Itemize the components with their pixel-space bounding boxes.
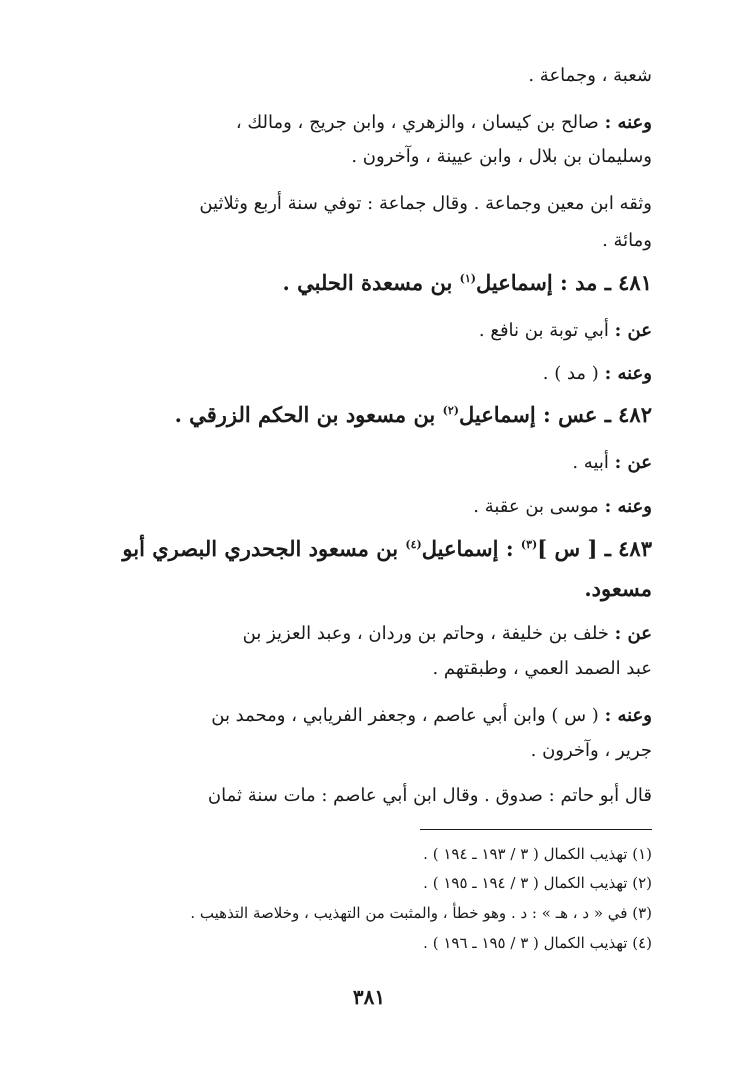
- text-line: [88, 785, 652, 806]
- footnote-ref: (٤): [405, 538, 422, 551]
- text-line: [88, 363, 652, 384]
- text-line: [88, 740, 652, 761]
- entry-number: ٤٨٢ ـ عس :: [543, 402, 652, 427]
- footnote-text: (٤) تهذيب الكمال ( ٣ / ١٩٥ ـ ١٩٦ ) .: [423, 934, 652, 952]
- entry-heading: [88, 536, 652, 561]
- entry-number: ٤٨١ ـ مد :: [560, 270, 652, 295]
- entry-name-rest: بن مسعود الجحدري البصري أبو: [122, 536, 399, 561]
- text-line: [88, 146, 652, 167]
- label-wa-anhu: وعنه :: [604, 705, 652, 726]
- text-line: [88, 705, 652, 726]
- footnote: [88, 934, 652, 952]
- entry-heading: [88, 270, 652, 295]
- paragraph-text: جرير ، وآخرون .: [530, 740, 652, 761]
- paragraph-text: أبي توبة بن نافع .: [478, 320, 609, 341]
- paragraph-text: وسليمان بن بلال ، وابن عيينة ، وآخرون .: [351, 146, 652, 167]
- paragraph-text: شعبة ، وجماعة .: [528, 65, 652, 86]
- entry-heading: [88, 402, 652, 427]
- footnote: [88, 904, 652, 922]
- footnote: [88, 874, 652, 892]
- page-number: ٣٨١: [352, 985, 386, 1009]
- label-wa-anhu: وعنه :: [604, 363, 652, 384]
- label-wa-anhu: وعنه :: [604, 112, 652, 133]
- text-line: [88, 452, 652, 473]
- label-an: عن :: [614, 320, 652, 341]
- text-line: [88, 320, 652, 341]
- label-an: عن :: [614, 452, 652, 473]
- paragraph-text: موسى بن عقبة .: [473, 496, 599, 517]
- entry-number: ٤٨٣ ـ [ س ]: [537, 536, 652, 561]
- entry-name: إسماعيل: [458, 402, 536, 427]
- text-line: [88, 112, 652, 133]
- text-line: [88, 658, 652, 679]
- paragraph-text: صالح بن كيسان ، والزهري ، وابن جريج ، ومالك ،: [235, 112, 599, 133]
- footnote-divider: [420, 829, 652, 830]
- footnote-ref: (٢): [442, 404, 459, 417]
- label-an: عن :: [614, 623, 652, 644]
- footnote: [88, 845, 652, 863]
- text-line: [88, 65, 652, 86]
- entry-name-rest: بن مسعود بن الحكم الزرقي .: [174, 402, 436, 427]
- entry-name: إسماعيل: [475, 270, 553, 295]
- entry-colon: :: [505, 536, 514, 561]
- paragraph-text: ومائة .: [602, 230, 652, 251]
- paragraph-text: خلف بن خليفة ، وحاتم بن وردان ، وعبد العزيز بن: [242, 623, 609, 644]
- paragraph-text: قال أبو حاتم : صدوق . وقال ابن أبي عاصم : مات سنة ثمان: [207, 785, 652, 806]
- text-line: [88, 623, 652, 644]
- entry-name-rest: مسعود.: [584, 576, 652, 601]
- footnote-text: (٣) في « د ، هـ » : د . وهو خطأ ، والمثبت من التهذيب ، وخلاصة التذهيب .: [190, 904, 652, 922]
- text-line: [88, 230, 652, 251]
- text-line: [88, 496, 652, 517]
- entry-name-rest: بن مسعدة الحلبي .: [282, 270, 453, 295]
- footnote-text: (٢) تهذيب الكمال ( ٣ / ١٩٤ ـ ١٩٥ ) .: [423, 874, 652, 892]
- text-line: [88, 193, 652, 214]
- footnote-ref: (٣): [520, 538, 538, 551]
- paragraph-text: عبد الصمد العمي ، وطبقتهم .: [432, 658, 652, 679]
- footnote-ref: (١): [459, 272, 476, 285]
- paragraph-text: ( س ) وابن أبي عاصم ، وجعفر الفريابي ، ومحمد بن: [211, 705, 599, 726]
- paragraph-text: أبيه .: [572, 452, 609, 473]
- footnote-text: (١) تهذيب الكمال ( ٣ / ١٩٣ ـ ١٩٤ ) .: [423, 845, 652, 863]
- paragraph-text: وثقه ابن معين وجماعة . وقال جماعة : توفي سنة أربع وثلاثين: [199, 193, 652, 214]
- entry-name: إسماعيل: [421, 536, 499, 561]
- label-wa-anhu: وعنه :: [604, 496, 652, 517]
- entry-heading-cont: [88, 576, 652, 601]
- paragraph-text: ( مد ) .: [542, 363, 599, 384]
